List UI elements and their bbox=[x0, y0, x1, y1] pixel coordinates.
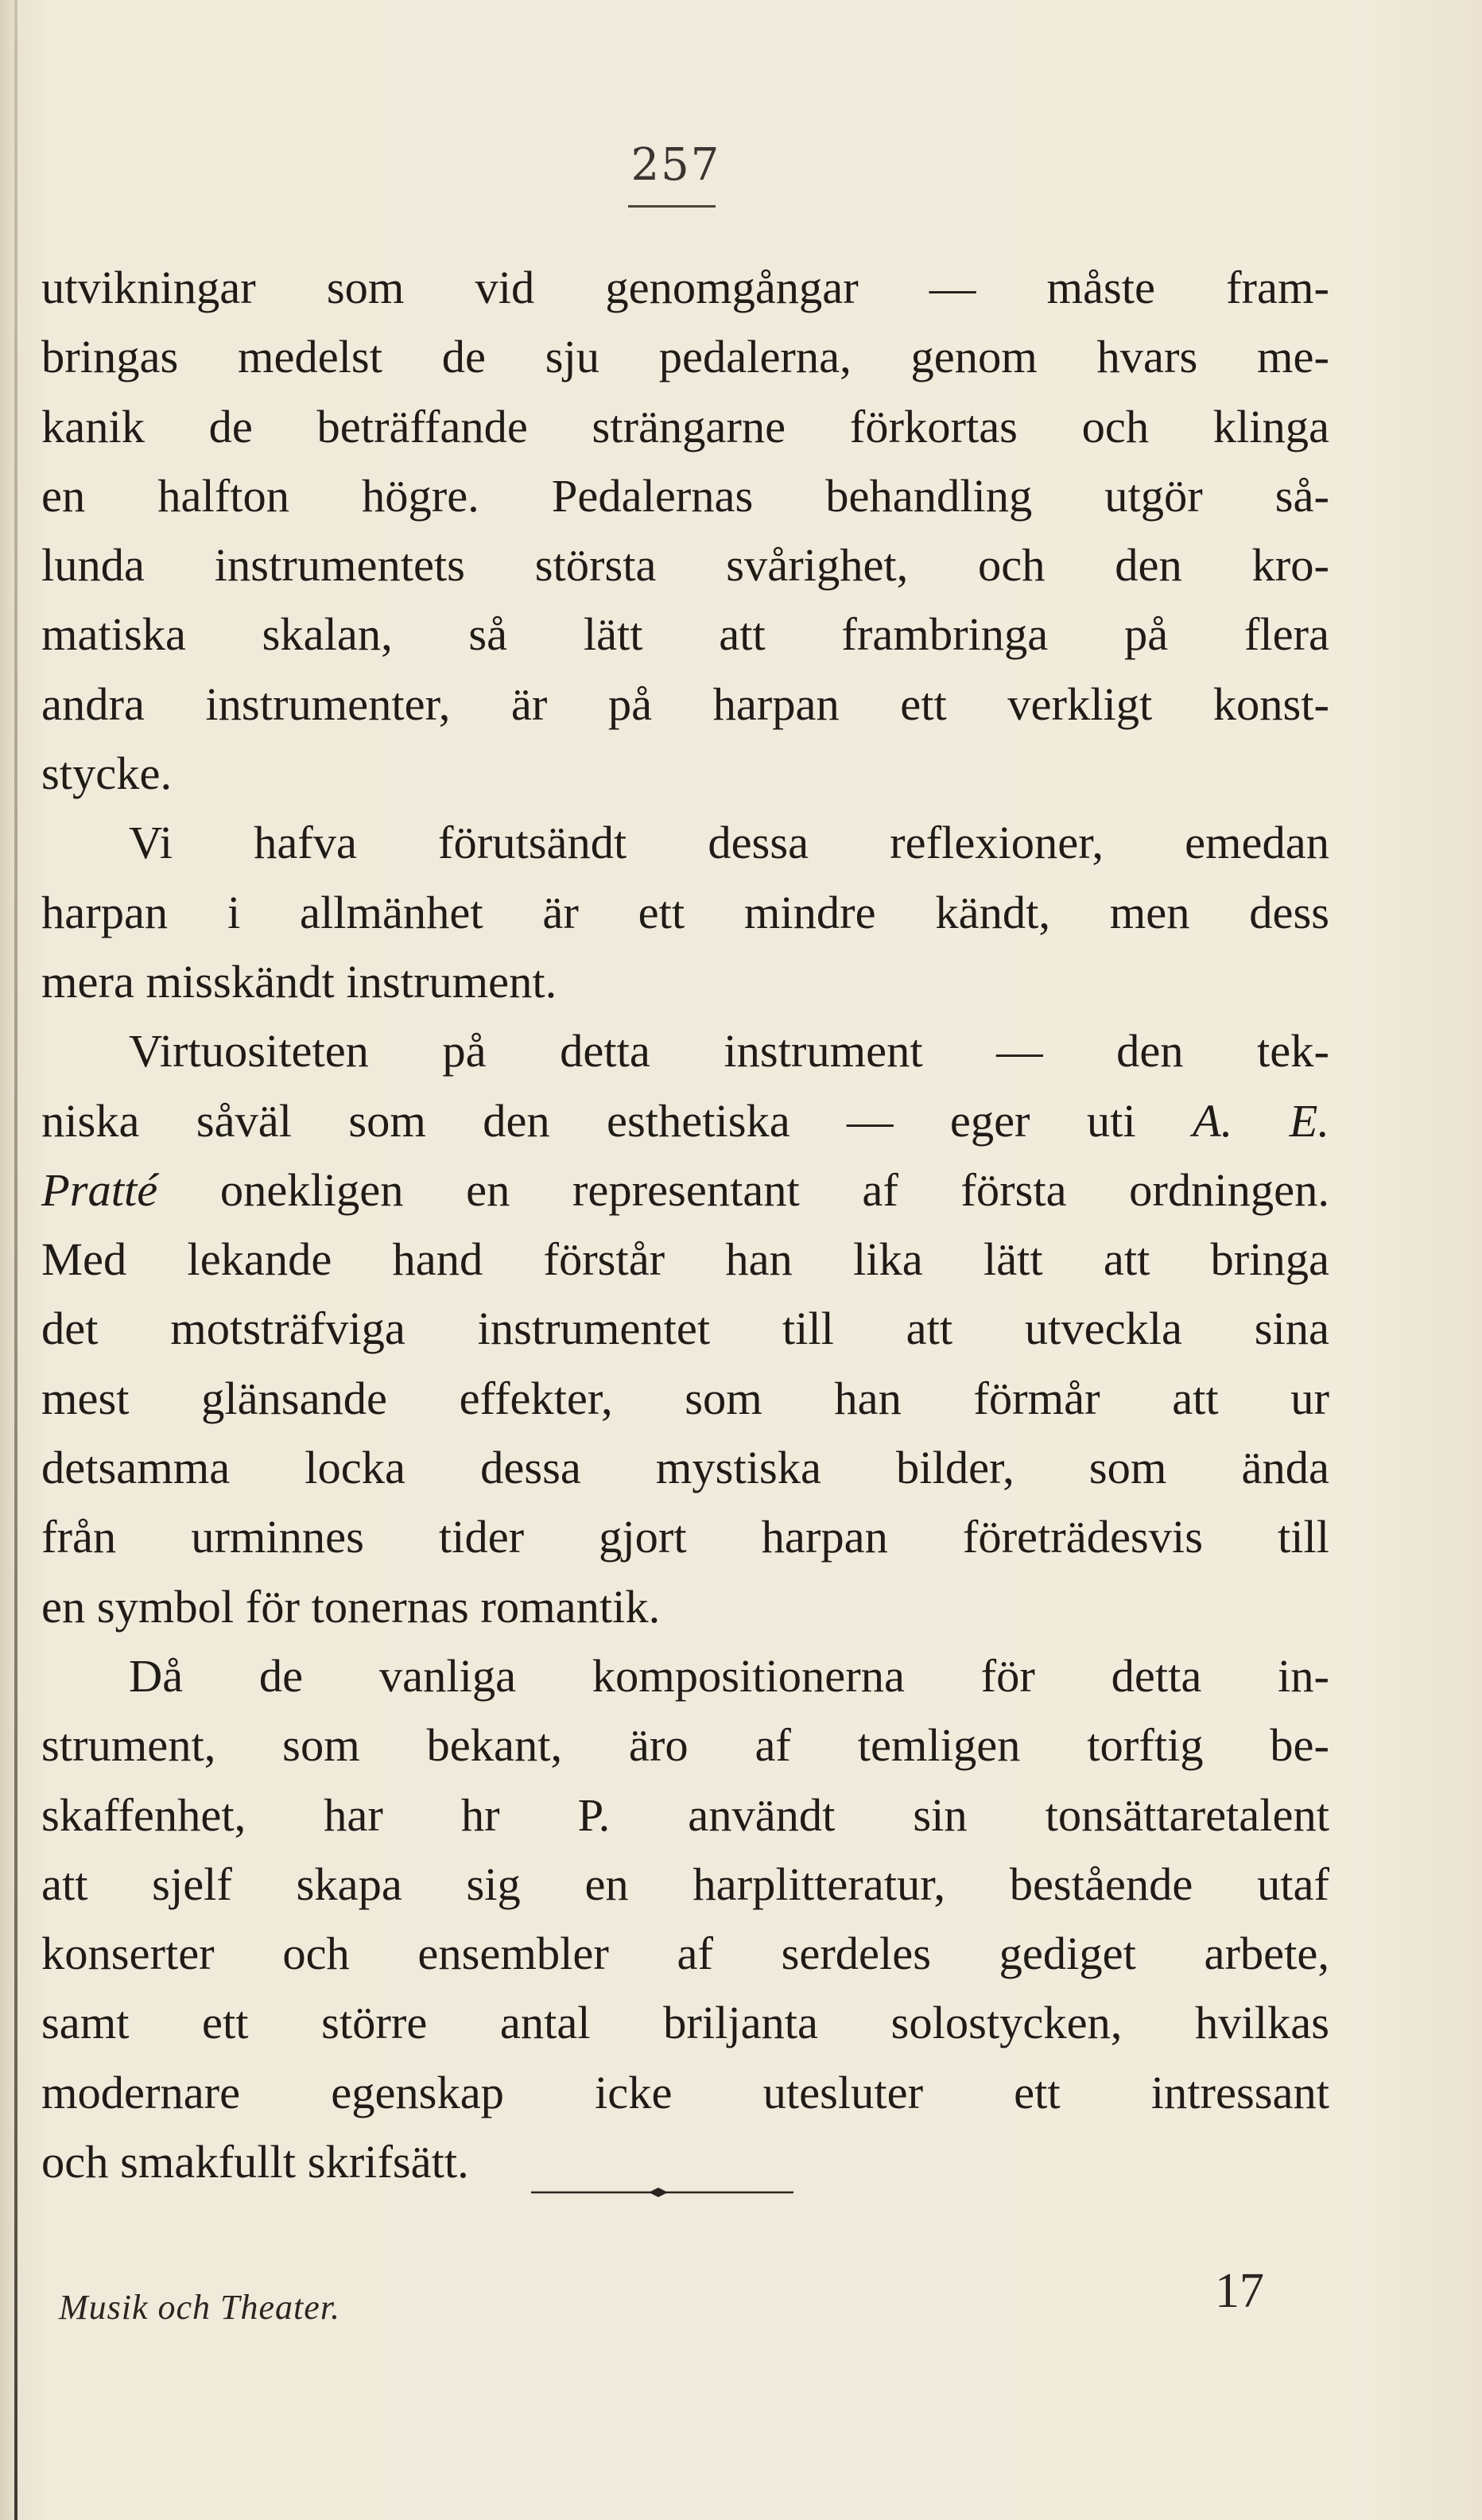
text-line: harpan i allmänhet är ett mindre kändt, men dess bbox=[41, 886, 1329, 938]
text-line: detsamma locka dessa mystiska bilder, som ända bbox=[41, 1442, 1329, 1494]
text-line bbox=[41, 1086, 1329, 1155]
text-line: strument, som bekant, äro af temligen torftig be- bbox=[41, 1719, 1329, 1772]
text-line: det motsträfviga instrumentet till att utveckla sina bbox=[41, 1303, 1329, 1355]
text-line: mest glänsande effekter, som han förmår att ur bbox=[41, 1372, 1329, 1424]
text-line: en halfton högre. Pedalernas behandling utgör så- bbox=[41, 469, 1329, 522]
text-line: Virtuositeten på detta instrument — den tek- bbox=[129, 1025, 1329, 1078]
text-line: utvikningar som vid genomgångar — måste fram- bbox=[41, 262, 1329, 313]
section-end-ornament bbox=[531, 2184, 793, 2200]
text-line: bringas medelst de sju pedalerna, genom hvars me- bbox=[41, 331, 1329, 383]
text-line: lunda instrumentets största svårighet, och den kro- bbox=[41, 539, 1329, 592]
text-line: kanik de beträffande strängarne förkortas och klinga bbox=[41, 400, 1329, 452]
text-line bbox=[41, 1155, 1329, 1225]
text-line: modernare egenskap icke utesluter ett intressant bbox=[41, 2066, 1329, 2118]
text-line: matiska skalan, så lätt att frambringa på flera bbox=[41, 608, 1329, 661]
person-initials: A. E. bbox=[1192, 1094, 1330, 1147]
text-line: konserter och ensembler af serdeles gediget arbete, bbox=[41, 1928, 1329, 1980]
text-line-part: onekligen en representant af första ordningen. bbox=[219, 1163, 1329, 1216]
text-line: skaffenhet, har hr P. användt sin tonsättaretalent bbox=[41, 1788, 1329, 1841]
body-text bbox=[41, 253, 1329, 2196]
text-line: Då de vanliga kompositionerna för detta in- bbox=[129, 1649, 1329, 1702]
text-line: att sjelf skapa sig en harplitteratur, bestående utaf bbox=[41, 1858, 1329, 1910]
text-line: stycke. bbox=[41, 747, 173, 800]
footer-signature-title: Musik och Theater. bbox=[59, 2288, 341, 2327]
text-line: Vi hafva förutsändt dessa reflexioner, emedan bbox=[129, 817, 1329, 869]
person-surname: Pratté bbox=[41, 1163, 158, 1216]
page-number: 257 bbox=[630, 139, 721, 191]
page-number-rule bbox=[628, 205, 716, 208]
text-line: samt ett större antal briljanta solostycken, hvilkas bbox=[41, 1997, 1329, 2049]
binding-edge bbox=[14, 0, 17, 2520]
text-line: och smakfullt skrifsätt. bbox=[41, 2136, 469, 2188]
text-line: Med lekande hand förstår han lika lätt att bringa bbox=[41, 1233, 1329, 1286]
text-line: en symbol för tonernas romantik. bbox=[41, 1580, 661, 1633]
text-line: andra instrumenter, är på harpan ett verkligt konst- bbox=[41, 678, 1329, 730]
text-line: mera misskändt instrument. bbox=[41, 955, 557, 1008]
text-line: från urminnes tider gjort harpan företrädesvis till bbox=[41, 1511, 1329, 1563]
text-line-part: niska såväl som den esthetiska — eger uti bbox=[41, 1094, 1193, 1147]
signature-mark: 17 bbox=[1215, 2264, 1264, 2318]
